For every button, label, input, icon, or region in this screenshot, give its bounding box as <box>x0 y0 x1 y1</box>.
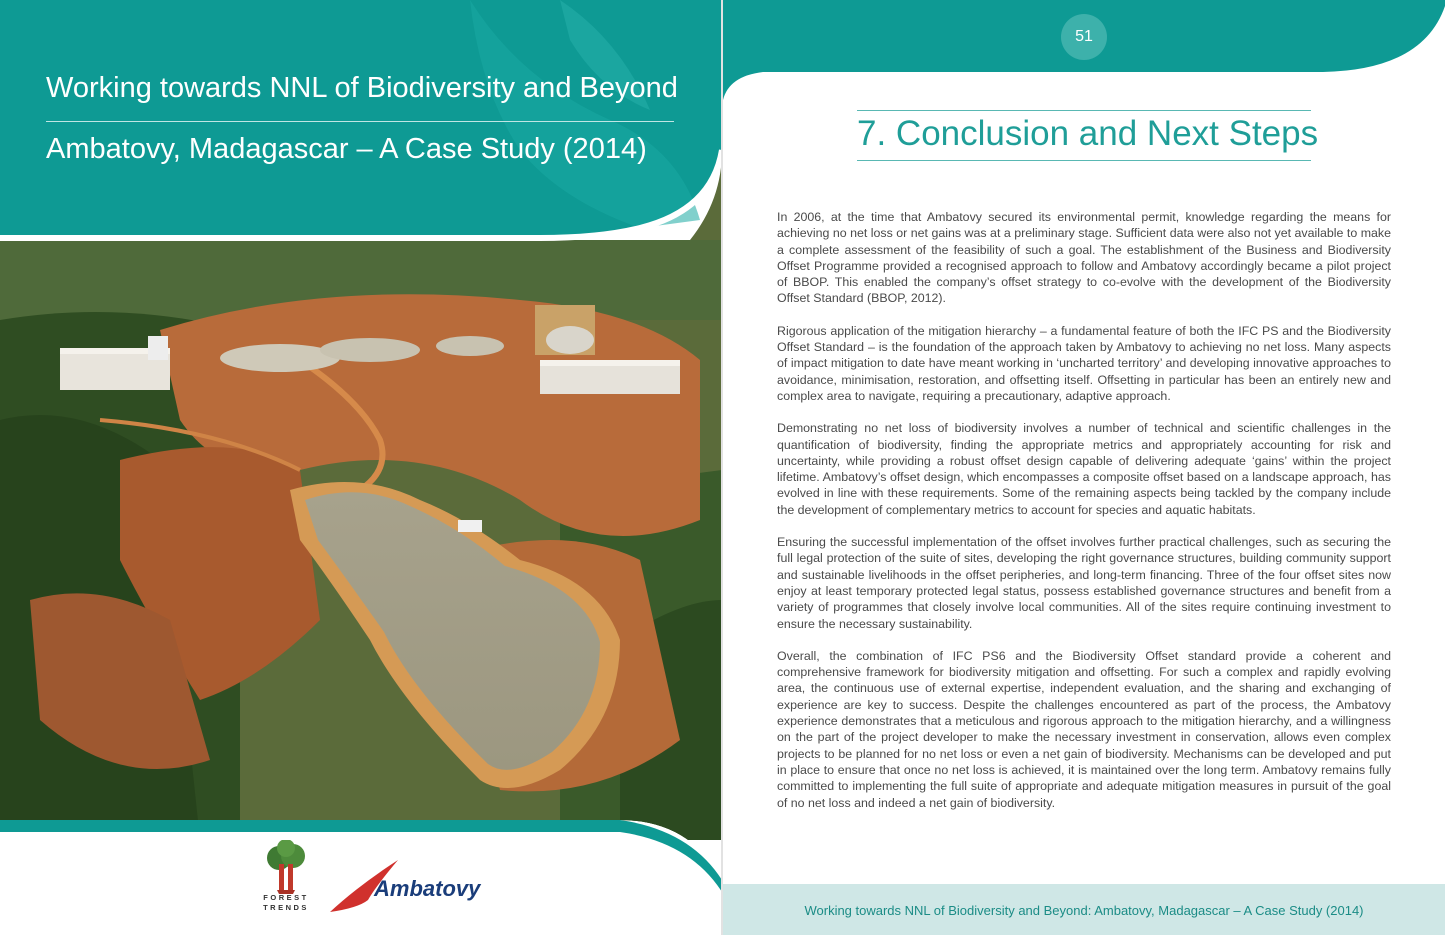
cover-title-line2: Ambatovy, Madagascar – A Case Study (2014) <box>46 133 647 165</box>
cover-title-divider <box>46 121 674 122</box>
heading-rule-top <box>857 110 1311 111</box>
paragraph-4: Ensuring the successful implementation of the offset involves further practical challenges, such as securing the full legal protection of the suite of sites, developing the right governance structures, building community support and sustainable livelihoods in the offset peripheries, and long-term financing. Three of the four offset sites now enjoy at least temporary protected legal status, possess established governance structures and benefit from a variety of programmes that closely involve local communities. All of the sites require continuing investment to ensure the necessary sustainability. <box>777 535 1391 631</box>
section-heading: 7. Conclusion and Next Steps <box>857 114 1319 153</box>
forest-trends-line1: FOREST <box>263 893 309 902</box>
page-footer <box>723 884 1445 935</box>
footer-text: Working towards NNL of Biodiversity and Beyond: Ambatovy, Madagascar – A Case Study (2014) <box>804 903 1364 918</box>
paragraph-1: In 2006, at the time that Ambatovy secured its environmental permit, knowledge regarding the means for achieving no net loss or net gains was at a preliminary stage. Sufficient data were also not yet available to make a complete assessment of the feasibility of such a goal. The establishment of the Business and Biodiversity Offset Programme provided a recognised approach to follow and Ambatovy accordingly became a pilot project of BBOP. This enabled the company’s offset strategy to co-evolve with the development of the Biodiversity Offset Standard (BBOP, 2012). <box>777 210 1391 306</box>
content-page <box>723 0 1445 935</box>
body-text <box>777 209 1391 827</box>
cover-title-line1: Working towards NNL of Biodiversity and Beyond <box>46 72 678 104</box>
paragraph-2: Rigorous application of the mitigation hierarchy – a fundamental feature of both the IFC PS and the Biodiversity Offset Standard – is the foundation of the approach taken by Ambatovy to achieving no net loss. Many aspects of impact mitigation to date have meant working in ‘uncharted territory’ and developing innovative approaches to avoidance, minimisation, restoration, and offsetting itself. Offsetting in particular has been an entirely new and complex area to navigate, requiring a precautionary, adaptive approach. <box>777 323 1391 403</box>
forest-trends-wordmark <box>253 893 319 913</box>
forest-trends-line2: TRENDS <box>263 903 309 912</box>
page-number: 51 <box>1075 28 1093 45</box>
paragraph-3: Demonstrating no net loss of biodiversity involves a number of technical and scientific challenges in the quantification of biodiversity, finding the appropriate metrics and appropriately accounting for risk and uncertainty, while providing a robust offset design capable of delivering adequate ‘gains’ within the project lifetime. Ambatovy’s offset design, which encompasses a composite offset based on a landscape approach, has evolved in line with these requirements. Some of the remaining aspects being tackled by the company include the development of complementary metrics to account for species and aquatic habitats. <box>777 421 1391 517</box>
heading-rule-bottom <box>857 160 1311 161</box>
aerial-mine-photo <box>0 150 722 840</box>
paragraph-5: Overall, the combination of IFC PS6 and the Biodiversity Offset standard provide a coherent and comprehensive framework for biodiversity mitigation and offsetting. For such a complex and rapidly evolving area, the continuous use of external expertise, independent evaluation, and the sharing and exchanging of experience are key to success. Despite the challenges encountered as part of the process, the Ambatovy experience demonstrates that a meticulous and rigorous approach to the mitigation hierarchy, and a willingness on the part of the project developer to make the necessary investment in conservation, allows even complex projects to be planned for no net loss or even a net gain of biodiversity. Mechanisms can be developed and put in place to ensure that once no net loss is achieved, it is maintained over the long term. Ambatovy remains fully committed to implementing the full suite of appropriate and adequate mitigation measures in pursuit of the goal of no net loss and indeed a net gain of biodiversity. <box>777 648 1391 810</box>
ambatovy-wordmark: Ambatovy <box>374 876 481 901</box>
cover-page <box>0 0 722 935</box>
